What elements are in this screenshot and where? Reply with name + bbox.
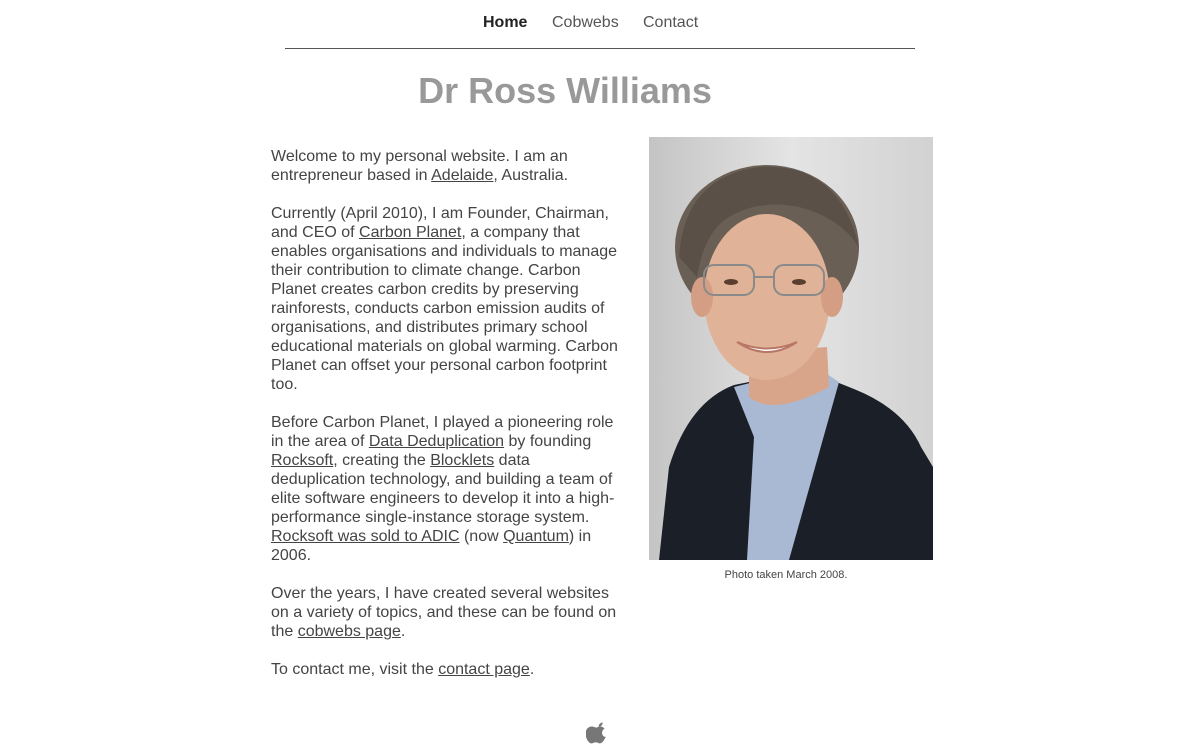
contact-page-link[interactable]: contact page bbox=[438, 661, 530, 678]
cobwebs-page-link[interactable]: cobwebs page bbox=[297, 623, 401, 640]
portrait-photo bbox=[649, 137, 933, 560]
dedup-text-3: , creating the bbox=[333, 452, 431, 469]
main-content bbox=[271, 147, 623, 698]
dedup-text: Before Carbon Planet, I played a pioneering role in the area of bbox=[271, 414, 614, 450]
quantum-link[interactable]: Quantum bbox=[503, 528, 569, 545]
dedup-text-2: by founding bbox=[504, 433, 592, 450]
portrait-illustration bbox=[649, 137, 933, 560]
carbon-planet-link[interactable]: Carbon Planet bbox=[359, 224, 462, 241]
rocksoft-link[interactable]: Rocksoft bbox=[271, 452, 334, 469]
nav-home-link[interactable]: Home bbox=[483, 14, 528, 31]
dedup-text-4: data deduplication technology, and building a team of elite software engineers to develop it into a high-performance single-instance storage system. bbox=[271, 452, 615, 526]
adelaide-link[interactable]: Adelaide bbox=[431, 167, 494, 184]
carbon-text: Currently (April 2010), I am Founder, Chairman, and CEO of bbox=[271, 205, 609, 241]
intro-paragraph bbox=[271, 147, 623, 185]
carbon-paragraph bbox=[271, 204, 623, 394]
websites-paragraph bbox=[271, 584, 623, 641]
top-navigation bbox=[285, 0, 915, 49]
websites-text-end: . bbox=[400, 623, 406, 640]
websites-text: Over the years, I have created several websites on a variety of topics, and these can be found on the bbox=[271, 585, 617, 640]
nav-cobwebs-link[interactable]: Cobwebs bbox=[552, 14, 619, 31]
dedup-text-6: ) in 2006. bbox=[271, 528, 592, 564]
dedup-paragraph bbox=[271, 413, 623, 565]
carbon-text-end: , a company that enables organisations and individuals to manage their contribution to climate change. Carbon Planet creates carbon credits by preserving rainforests, conducts carbon emission audits of organisations, and distributes primary school educational materials on global warming. Carbon Planet can offset your personal carbon footprint too. bbox=[271, 224, 618, 393]
blocklets-link[interactable]: Blocklets bbox=[430, 452, 495, 469]
data-deduplication-link[interactable]: Data Deduplication bbox=[368, 433, 505, 450]
intro-text: Welcome to my personal website. I am an entrepreneur based in bbox=[271, 148, 568, 184]
contact-paragraph bbox=[271, 660, 623, 679]
page-title: Dr Ross Williams bbox=[418, 70, 712, 111]
photo-caption: Photo taken March 2008. bbox=[724, 569, 848, 581]
rocksoft-sold-link[interactable]: Rocksoft was sold to ADIC bbox=[271, 528, 460, 545]
contact-text: To contact me, visit the bbox=[271, 661, 439, 678]
apple-logo-shape bbox=[586, 720, 610, 744]
nav-contact-link[interactable]: Contact bbox=[643, 14, 699, 31]
apple-logo-icon[interactable] bbox=[586, 720, 610, 744]
intro-text-end: , Australia. bbox=[493, 167, 569, 184]
dedup-text-5: (now bbox=[459, 528, 504, 545]
contact-text-end: . bbox=[529, 661, 535, 678]
